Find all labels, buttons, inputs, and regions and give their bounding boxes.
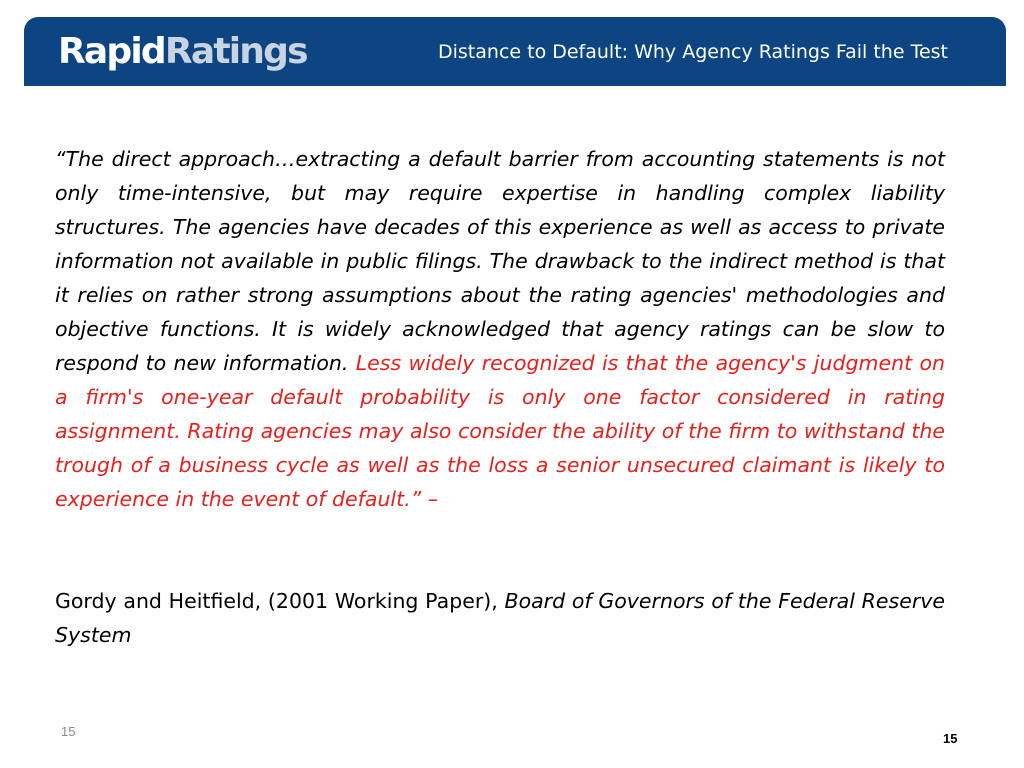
slide-number-placeholder: 15 <box>61 724 76 739</box>
slide-number: 15 <box>943 731 958 746</box>
quote-highlighted-text: Less widely recognized is that the agency's judgment on a firm's one-year default probability is only one factor considered in rating assignment. Rating agencies may also consider the ability of the firm to withstand the trough of a business cycle as well as the loss a senior unsecured claimant is likely to experience in the event of default.” – <box>55 351 945 511</box>
logo-part-rapid: Rapid <box>58 31 165 72</box>
logo-part-ratings: Ratings <box>164 31 307 72</box>
header-bar <box>24 17 1006 86</box>
citation-authors: Gordy and Heitfield, (2001 Working Paper), <box>55 589 498 613</box>
citation-source: Board of Governors of the Federal Reserve System <box>55 589 945 647</box>
quote-paragraph <box>55 142 945 516</box>
quote-black-text: “The direct approach…extracting a default barrier from accounting statements is not only time-intensive, but may require expertise in handling complex liability structures. The agencies have decades of this experience as well as access to private information not available in public filings. The drawback to the indirect method is that it relies on rather strong assumptions about the rating agencies' methodologies and objective functions. It is widely acknowledged that agency ratings can be slow to respond to new information. <box>55 147 945 375</box>
slide-title: Distance to Default: Why Agency Ratings Fail the Test <box>438 41 948 63</box>
citation <box>55 584 945 652</box>
rapidratings-logo <box>58 27 307 77</box>
